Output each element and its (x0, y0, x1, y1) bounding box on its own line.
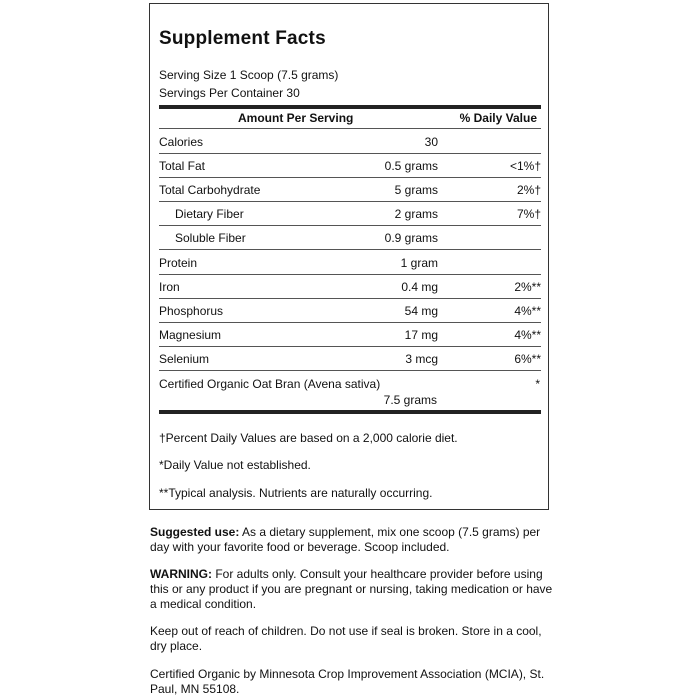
row-divider (159, 370, 541, 371)
nutrient-amount: 0.9 grams (384, 231, 438, 245)
nutrient-row-selenium (159, 346, 541, 370)
suggested-use-text: As a dietary supplement, mix one scoop (7.5 grams) per day with your favorite food or beverage. Scoop included. (150, 525, 541, 554)
nutrient-daily-value: 4%** (514, 328, 541, 342)
ingredient-oat-bran-amount: 7.5 grams (383, 393, 437, 407)
nutrient-name: Total Carbohydrate (159, 183, 261, 197)
nutrient-amount: 54 mg (404, 304, 438, 318)
ingredient-oat-bran-daily-value: * (535, 377, 540, 391)
nutrient-amount: 1 gram (400, 256, 438, 270)
nutrient-row-total-fat (159, 153, 541, 177)
warning-text: For adults only. Consult your healthcare provider before using this or any product if you are pregnant or nursing, taking medication or have a medical condition. (150, 567, 553, 611)
supplement-facts-panel (149, 3, 549, 510)
warning-label: WARNING: (150, 567, 212, 581)
nutrient-daily-value: 6%** (514, 352, 541, 366)
nutrient-daily-value: 7%† (516, 207, 541, 221)
nutrient-row-dietary-fiber (159, 201, 541, 225)
header-daily-value: % Daily Value (459, 111, 537, 125)
nutrient-name: Protein (159, 256, 198, 270)
nutrient-name: Magnesium (159, 328, 222, 342)
suggested-use-label: Suggested use: (150, 525, 240, 539)
nutrient-row-iron (159, 274, 541, 298)
nutrient-daily-value: 2%** (514, 280, 541, 294)
nutrient-name: Phosphorus (159, 304, 224, 318)
nutrient-daily-value: 4%** (514, 304, 541, 318)
nutrient-name: Calories (159, 135, 204, 149)
footnote-not-established: *Daily Value not established. (159, 458, 311, 472)
ingredient-oat-bran-name: Certified Organic Oat Bran (Avena sativa) (159, 377, 381, 391)
servings-per-container: Servings Per Container 30 (159, 86, 300, 100)
warning-paragraph (150, 567, 560, 612)
nutrient-row-calories (159, 129, 541, 153)
nutrient-name: Iron (159, 280, 180, 294)
nutrient-row-soluble-fiber (159, 225, 541, 249)
nutrient-daily-value: 2%† (516, 183, 541, 197)
nutrient-row-phosphorus (159, 298, 541, 322)
facts-title: Supplement Facts (159, 28, 326, 49)
suggested-use-paragraph (150, 525, 560, 555)
header-amount-per-serving: Amount Per Serving (238, 111, 354, 125)
nutrient-row-total-carbohydrate (159, 177, 541, 201)
certification-paragraph: Certified Organic by Minnesota Crop Improvement Association (MCIA), St. Paul, MN 55108. (150, 667, 545, 696)
nutrient-daily-value: <1%† (509, 159, 541, 173)
storage-paragraph: Keep out of reach of children. Do not use if seal is broken. Store in a cool, dry place. (150, 624, 542, 653)
top-thick-rule (159, 105, 541, 109)
footnote-typical-analysis: **Typical analysis. Nutrients are naturally occurring. (159, 486, 433, 500)
table-header (159, 111, 541, 127)
nutrient-amount: 3 mcg (405, 352, 438, 366)
nutrient-amount: 0.5 grams (384, 159, 438, 173)
nutrient-amount: 5 grams (394, 183, 438, 197)
bottom-thick-rule (159, 410, 541, 414)
nutrient-amount: 30 (424, 135, 438, 149)
nutrient-name: Total Fat (159, 159, 206, 173)
nutrient-name: Dietary Fiber (175, 207, 244, 221)
nutrient-name: Selenium (159, 352, 210, 366)
nutrient-amount: 17 mg (404, 328, 438, 342)
nutrient-row-protein (159, 250, 541, 274)
serving-size: Serving Size 1 Scoop (7.5 grams) (159, 68, 339, 82)
nutrient-name: Soluble Fiber (175, 231, 246, 245)
nutrient-row-magnesium (159, 322, 541, 346)
nutrient-amount: 0.4 mg (401, 280, 438, 294)
nutrient-amount: 2 grams (394, 207, 438, 221)
footnote-daily-values: †Percent Daily Values are based on a 2,000 calorie diet. (159, 431, 458, 445)
